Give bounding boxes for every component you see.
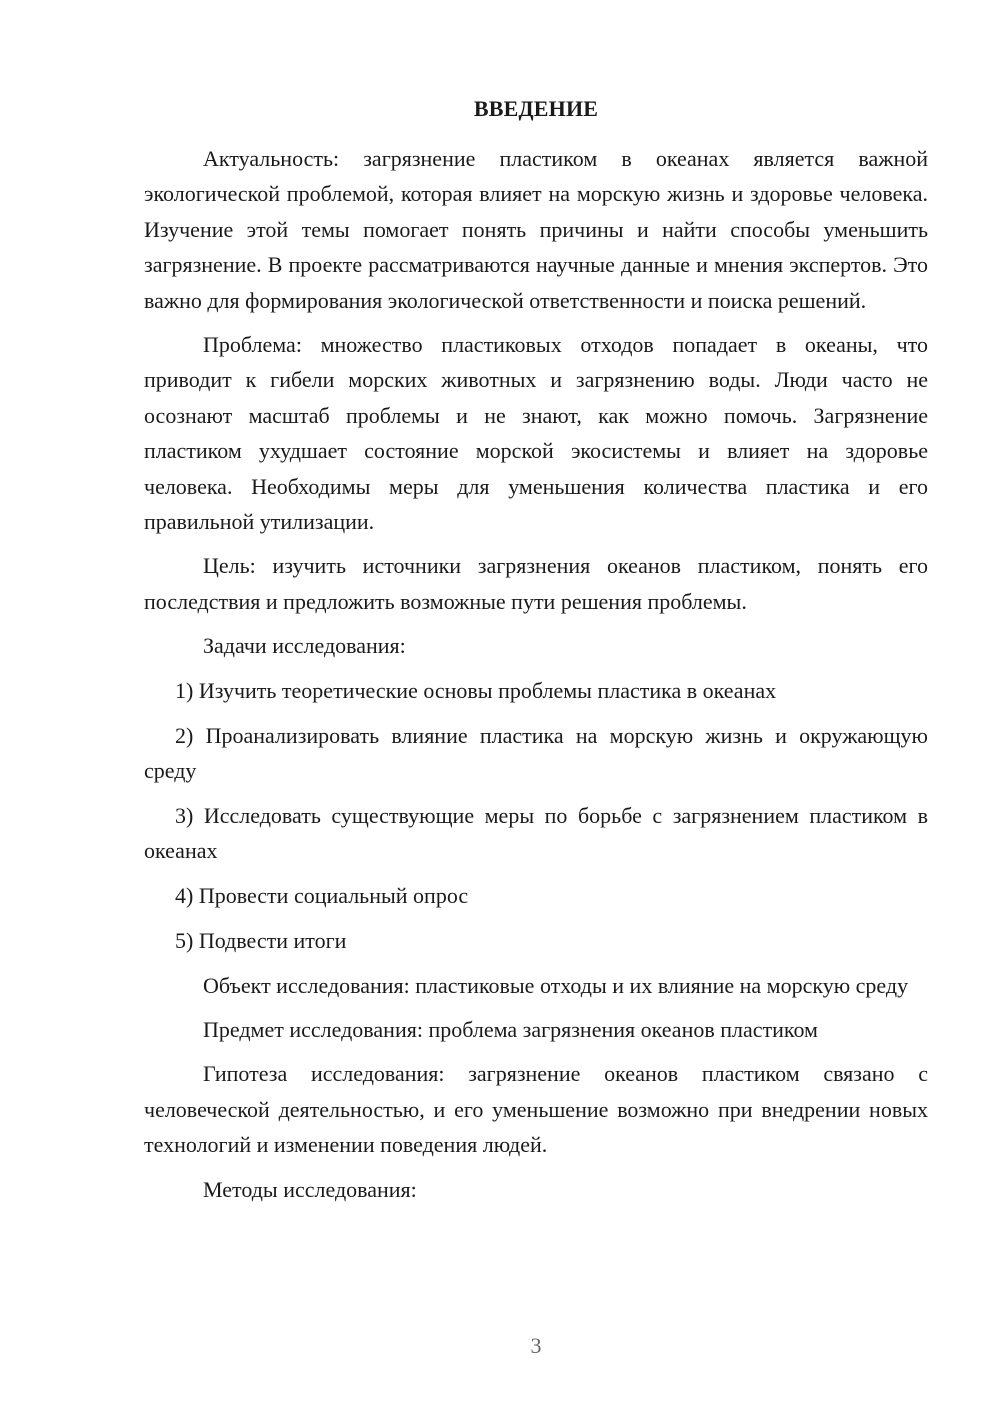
task-item-5: 5) Подвести итоги xyxy=(175,928,347,954)
task-item-3: 3) Исследовать существующие меры по борьбе с загрязнением пластиком в океанах xyxy=(144,802,928,864)
problem-paragraph: Проблема: множество пластиковых отходов попадает в океаны, что приводит к гибели морских животных и загрязнению воды. Люди часто не осознают масштаб проблемы и не знают, как можно помочь. Загрязнение пластиком ухудшает состояние морской экосистемы и влияет на здоровье человека. Необходимы меры для уменьшения количества пластика и его правильной утилизации. xyxy=(144,332,928,535)
subject-paragraph: Предмет исследования: проблема загрязнения океанов пластиком xyxy=(203,1016,818,1042)
hypothesis-paragraph: Гипотеза исследования: загрязнение океанов пластиком связано с человеческой деятельностью, и его уменьшение возможно при внедрении новых технологий и изменении поведения людей. xyxy=(144,1061,928,1158)
goal-paragraph: Цель: изучить источники загрязнения океанов пластиком, понять его последствия и предложить возможные пути решения проблемы. xyxy=(144,553,928,614)
task-item-1: 1) Изучить теоретические основы проблемы пластика в океанах xyxy=(175,677,777,703)
task-item-4: 4) Провести социальный опрос xyxy=(175,883,469,909)
task-item-2: 2) Проанализировать влияние пластика на морскую жизнь и окружающую среду xyxy=(144,722,928,783)
object-paragraph: Объект исследования: пластиковые отходы и их влияние на морскую среду xyxy=(203,972,909,998)
section-title: ВВЕДЕНИЕ xyxy=(473,96,599,121)
relevance-paragraph: Актуальность: загрязнение пластиком в океанах является важной экологической проблемой, которая влияет на морскую жизнь и здоровье человека. Изучение этой темы помогает понять причины и найти способы уменьшить загрязнение. В проекте рассматриваются научные данные и мнения экспертов. Это важно для формирования экологической ответственности и поиска решений. xyxy=(144,146,928,313)
page-number: 3 xyxy=(530,1333,542,1358)
tasks-heading: Задачи исследования: xyxy=(203,633,406,659)
body-text xyxy=(144,141,928,1216)
methods-heading: Методы исследования: xyxy=(203,1176,417,1202)
